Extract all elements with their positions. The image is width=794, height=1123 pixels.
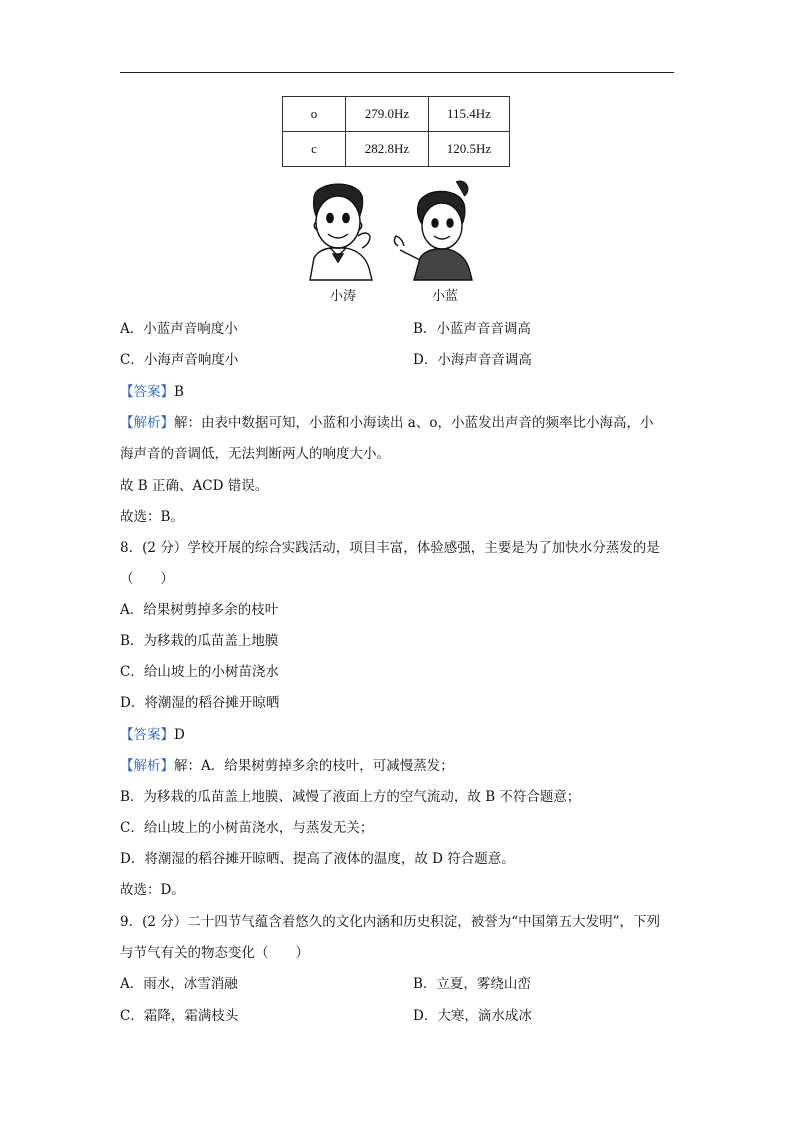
q8-stem-line-1: 8．(2 分）学校开展的综合实践活动，项目丰富，体验感强，主要是为了加快水分蒸发的是 — [120, 540, 660, 556]
q8-analysis-line-1 — [120, 756, 454, 776]
analysis-text: 解：A．给果树剪掉多余的枝叶，可减慢蒸发； — [174, 758, 454, 774]
table-cell: 120.5Hz — [429, 132, 510, 167]
q8-option-d: D．将潮湿的稻谷摊开晾晒 — [120, 695, 280, 711]
answer-value: B — [174, 384, 184, 400]
analysis-text: 解：由表中数据可知，小蓝和小海读出 a、o，小蓝发出声音的频率比小海高，小 — [174, 415, 654, 431]
table-row — [283, 97, 510, 132]
girl-name-label: 小蓝 — [432, 289, 459, 304]
q7-option-a: A．小蓝声音响度小 — [120, 321, 238, 337]
table-cell: o — [283, 97, 346, 132]
table-cell: 115.4Hz — [429, 97, 510, 132]
q9-option-b: B．立夏，雾绕山峦 — [413, 976, 531, 992]
q7-option-c: C．小海声音响度小 — [120, 352, 239, 368]
table-row — [283, 132, 510, 167]
q7-answer — [120, 382, 184, 402]
two-children-illustration — [300, 176, 490, 306]
q9-option-c: C．霜降，霜满枝头 — [120, 1008, 239, 1024]
q7-analysis-line-3: 故 B 正确、ACD 错误。 — [120, 478, 269, 494]
q9-option-d: D．大寒，滴水成冰 — [413, 1008, 532, 1024]
q7-option-d: D．小海声音音调高 — [413, 352, 532, 368]
frequency-table — [282, 96, 510, 167]
table-cell: 279.0Hz — [346, 97, 429, 132]
q9-stem-line-2: 与节气有关的物态变化（ ） — [120, 945, 309, 961]
answer-tag: 【答案】 — [120, 384, 174, 400]
q8-answer — [120, 725, 185, 745]
analysis-tag: 【解析】 — [120, 415, 174, 431]
q9-stem-line-1: 9．(2 分）二十四节气蕴含着悠久的文化内涵和历史积淀，被誉为“中国第五大发明”，下列 — [120, 914, 661, 930]
q8-option-a: A．给果树剪掉多余的枝叶 — [120, 602, 279, 618]
q8-option-c: C．给山坡上的小树苗浇水 — [120, 664, 279, 680]
q8-option-b: B．为移栽的瓜苗盖上地膜 — [120, 633, 279, 649]
q9-option-a: A．雨水，冰雪消融 — [120, 976, 238, 992]
header-rule — [120, 72, 674, 73]
table-cell: 282.8Hz — [346, 132, 429, 167]
answer-value: D — [174, 727, 185, 743]
table-cell: c — [283, 132, 346, 167]
girl-figure — [394, 181, 472, 280]
q8-analysis-line-3: C．给山坡上的小树苗浇水，与蒸发无关； — [120, 820, 374, 836]
analysis-tag: 【解析】 — [120, 758, 174, 774]
answer-tag: 【答案】 — [120, 727, 174, 743]
children-illustration-svg — [300, 176, 490, 306]
q8-analysis-line-2: B．为移栽的瓜苗盖上地膜、减慢了液面上方的空气流动，故 B 不符合题意； — [120, 789, 581, 805]
q7-option-b: B．小蓝声音音调高 — [413, 321, 531, 337]
q7-analysis-line-1 — [120, 413, 653, 433]
q7-analysis-line-2: 海声音的音调低，无法判断两人的响度大小。 — [120, 446, 390, 462]
boy-figure — [310, 184, 372, 280]
q7-analysis-line-4: 故选：B。 — [120, 509, 184, 525]
q8-analysis-line-4: D．将潮湿的稻谷摊开晾晒、提高了液体的温度，故 D 符合题意。 — [120, 851, 515, 867]
boy-name-label: 小涛 — [330, 289, 357, 304]
q8-stem-line-2: （ ） — [120, 571, 174, 587]
q8-analysis-line-5: 故选：D。 — [120, 882, 185, 898]
